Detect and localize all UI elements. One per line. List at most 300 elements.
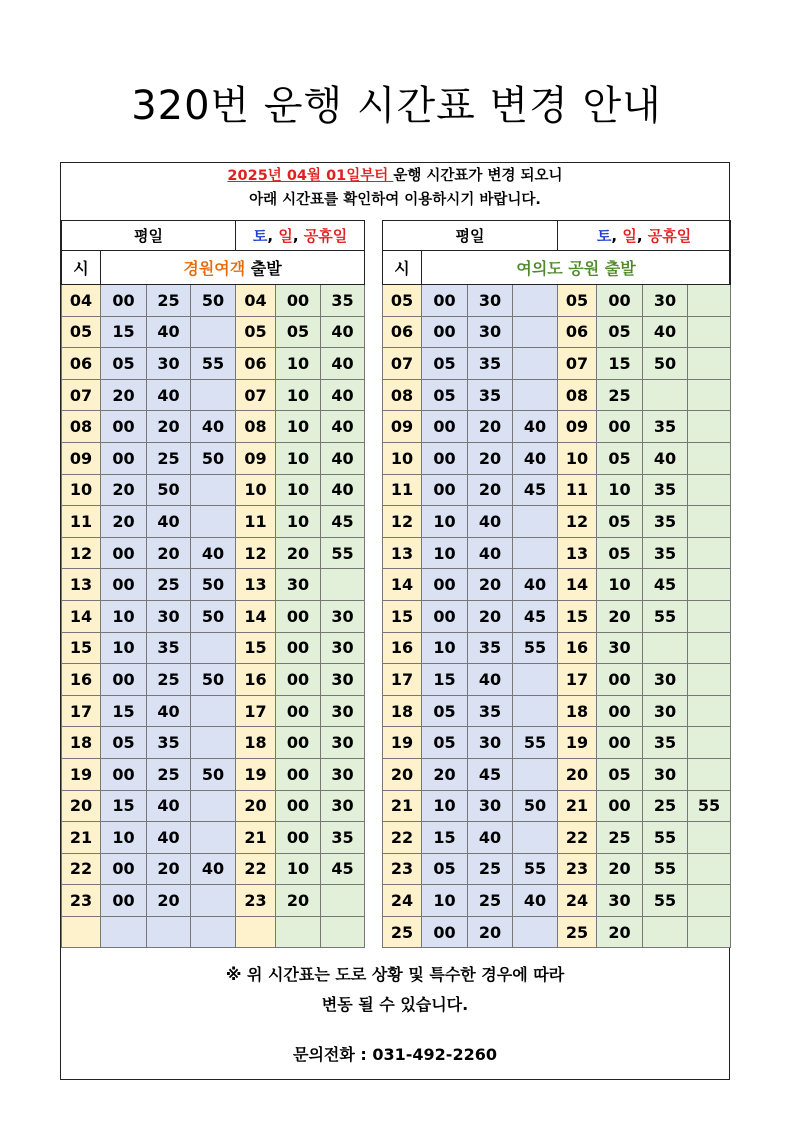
weekday-minute-cell: 15 [101, 790, 147, 822]
weekend-hour-cell: 09 [236, 442, 276, 474]
weekday-minute-cell: 00 [101, 885, 147, 917]
footer-line-1: ※ 위 시간표는 도로 상황 및 특수한 경우에 따라 [225, 965, 565, 984]
weekday-minute-cell: 20 [147, 853, 191, 885]
weekend-minute-cell: 55 [643, 822, 688, 854]
weekend-minute-cell: 05 [597, 316, 643, 348]
weekday-minute-cell: 10 [422, 506, 468, 538]
hour-header: 시 [383, 251, 422, 285]
weekend-minute-cell: 30 [321, 727, 365, 759]
weekend-hour-cell: 05 [236, 316, 276, 348]
weekday-minute-cell: 40 [191, 411, 236, 443]
weekend-minute-cell: 45 [321, 506, 365, 538]
weekday-minute-cell: 45 [513, 600, 558, 632]
weekend-hour-cell: 17 [558, 664, 597, 696]
weekday-minute-cell: 40 [191, 537, 236, 569]
table-row [62, 790, 365, 822]
weekday-hour-cell: 23 [383, 853, 422, 885]
sat-label: 토 [596, 227, 612, 245]
weekend-hour-cell: 20 [236, 790, 276, 822]
weekday-minute-cell: 30 [468, 316, 513, 348]
table-row [62, 411, 365, 443]
weekday-minute-cell: 20 [101, 474, 147, 506]
weekday-minute-cell: 40 [147, 695, 191, 727]
table-row [62, 442, 365, 474]
weekday-minute-cell: 30 [468, 727, 513, 759]
weekend-minute-cell: 30 [643, 695, 688, 727]
table-row [62, 379, 365, 411]
weekday-minute-cell: 05 [422, 853, 468, 885]
table-row [62, 506, 365, 538]
weekday-minute-cell: 25 [147, 285, 191, 317]
weekday-minute-cell: 30 [468, 285, 513, 317]
weekday-hour-cell: 19 [62, 758, 101, 790]
table-row [383, 727, 731, 759]
weekend-hour-cell: 04 [236, 285, 276, 317]
weekend-minute-cell: 10 [276, 506, 321, 538]
sep: , [292, 227, 304, 245]
weekend-minute-cell: 30 [597, 885, 643, 917]
weekend-minute-cell: 30 [321, 695, 365, 727]
table-row [383, 822, 731, 854]
weekday-minute-cell: 40 [468, 506, 513, 538]
weekday-minute-cell: 05 [101, 348, 147, 380]
weekend-minute-cell: 20 [597, 600, 643, 632]
weekend-minute-cell: 20 [597, 916, 643, 948]
weekend-minute-cell: 00 [597, 695, 643, 727]
weekday-hour-cell: 20 [62, 790, 101, 822]
weekday-minute-cell [513, 316, 558, 348]
weekday-minute-cell: 25 [147, 758, 191, 790]
sep: , [267, 227, 279, 245]
weekday-hour-cell: 07 [383, 348, 422, 380]
table-row [383, 695, 731, 727]
weekday-minute-cell [513, 695, 558, 727]
weekday-minute-cell [513, 506, 558, 538]
weekend-minute-cell [321, 885, 365, 917]
weekend-minute-cell [688, 664, 731, 696]
weekend-minute-cell [688, 379, 731, 411]
weekday-minute-cell [101, 916, 147, 948]
weekday-minute-cell: 00 [101, 664, 147, 696]
weekend-hour-cell: 09 [558, 411, 597, 443]
weekend-minute-cell: 35 [643, 474, 688, 506]
weekday-minute-cell: 15 [422, 664, 468, 696]
weekday-hour-cell: 04 [62, 285, 101, 317]
weekday-minute-cell [513, 822, 558, 854]
weekday-minute-cell: 50 [191, 569, 236, 601]
weekend-hour-cell: 18 [236, 727, 276, 759]
table-row [62, 916, 365, 948]
weekday-minute-cell [191, 506, 236, 538]
weekday-minute-cell: 00 [101, 853, 147, 885]
weekend-hour-cell: 23 [236, 885, 276, 917]
holiday-label: 공휴일 [647, 227, 692, 245]
weekday-hour-cell: 09 [383, 411, 422, 443]
weekday-hour-cell: 18 [383, 695, 422, 727]
weekend-hour-cell: 13 [236, 569, 276, 601]
weekend-minute-cell [688, 853, 731, 885]
weekend-minute-cell [688, 348, 731, 380]
weekday-minute-cell: 00 [101, 758, 147, 790]
weekend-hour-cell: 15 [558, 600, 597, 632]
weekday-minute-cell: 10 [422, 790, 468, 822]
weekend-hour-cell: 05 [558, 285, 597, 317]
footer-note [61, 960, 729, 1020]
weekday-hour-cell: 25 [383, 916, 422, 948]
table-row [62, 695, 365, 727]
weekend-minute-cell: 35 [321, 285, 365, 317]
weekend-hour-cell: 15 [236, 632, 276, 664]
left-weekend-header [236, 221, 365, 251]
weekday-minute-cell: 10 [101, 600, 147, 632]
weekend-hour-cell: 22 [558, 822, 597, 854]
weekend-minute-cell: 30 [321, 664, 365, 696]
right-weekday-header: 평일 [383, 221, 558, 251]
weekend-minute-cell: 00 [276, 664, 321, 696]
weekend-hour-cell: 14 [236, 600, 276, 632]
weekday-minute-cell: 00 [422, 474, 468, 506]
weekday-minute-cell: 05 [422, 695, 468, 727]
weekend-hour-cell: 10 [558, 442, 597, 474]
notice-line-1 [61, 164, 729, 188]
weekend-minute-cell: 05 [597, 537, 643, 569]
weekday-minute-cell [513, 348, 558, 380]
table-row [62, 853, 365, 885]
weekend-minute-cell: 10 [276, 411, 321, 443]
left-timetable [61, 220, 365, 948]
weekend-minute-cell [643, 379, 688, 411]
weekend-minute-cell: 25 [643, 790, 688, 822]
weekday-hour-cell: 11 [383, 474, 422, 506]
table-row [62, 632, 365, 664]
effective-date: 2025년 04월 01일부터 [227, 168, 394, 184]
weekday-minute-cell: 15 [101, 695, 147, 727]
weekend-hour-cell: 19 [558, 727, 597, 759]
weekday-hour-cell: 16 [383, 632, 422, 664]
weekday-hour-cell: 14 [62, 600, 101, 632]
weekday-hour-cell: 13 [383, 537, 422, 569]
weekday-minute-cell: 00 [422, 442, 468, 474]
weekday-minute-cell: 10 [422, 537, 468, 569]
weekend-minute-cell: 00 [597, 664, 643, 696]
weekend-minute-cell: 55 [688, 790, 731, 822]
table-row [383, 442, 731, 474]
weekend-minute-cell [688, 916, 731, 948]
weekend-minute-cell [688, 569, 731, 601]
weekend-minute-cell: 00 [597, 727, 643, 759]
weekend-minute-cell: 05 [276, 316, 321, 348]
weekday-hour-cell: 22 [383, 822, 422, 854]
weekend-hour-cell: 21 [558, 790, 597, 822]
right-timetable [382, 220, 731, 948]
weekend-hour-cell: 10 [236, 474, 276, 506]
weekend-minute-cell: 10 [276, 853, 321, 885]
left-weekday-header: 평일 [62, 221, 236, 251]
weekday-minute-cell: 40 [191, 853, 236, 885]
table-row [62, 316, 365, 348]
weekday-minute-cell: 40 [147, 316, 191, 348]
weekend-hour-cell: 12 [558, 506, 597, 538]
weekend-minute-cell: 55 [643, 885, 688, 917]
page-title: 320번 운행 시간표 변경 안내 [131, 83, 662, 129]
departure-suffix: 출발 [245, 259, 282, 278]
weekday-minute-cell: 20 [147, 411, 191, 443]
sep: , [636, 227, 648, 245]
weekday-minute-cell: 05 [422, 348, 468, 380]
weekday-minute-cell [191, 695, 236, 727]
table-row [383, 411, 731, 443]
weekday-minute-cell [191, 316, 236, 348]
weekend-minute-cell: 30 [643, 285, 688, 317]
table-row [62, 664, 365, 696]
weekday-minute-cell: 35 [468, 379, 513, 411]
weekend-minute-cell [688, 727, 731, 759]
weekday-minute-cell: 40 [468, 664, 513, 696]
left-departure-header [101, 251, 365, 285]
weekday-minute-cell: 50 [191, 600, 236, 632]
weekday-minute-cell: 40 [513, 411, 558, 443]
sun-label: 일 [622, 227, 637, 245]
weekend-minute-cell: 40 [321, 379, 365, 411]
weekend-minute-cell: 40 [321, 442, 365, 474]
weekday-minute-cell: 20 [468, 442, 513, 474]
sun-label: 일 [278, 227, 293, 245]
notice [61, 164, 729, 212]
weekday-minute-cell: 45 [513, 474, 558, 506]
weekday-minute-cell: 10 [422, 885, 468, 917]
weekday-minute-cell: 55 [513, 727, 558, 759]
weekday-minute-cell: 00 [101, 285, 147, 317]
weekday-minute-cell [191, 790, 236, 822]
left-departure-row [62, 251, 365, 285]
weekday-minute-cell: 35 [468, 348, 513, 380]
weekend-minute-cell [688, 442, 731, 474]
weekend-minute-cell: 35 [643, 506, 688, 538]
weekday-minute-cell: 20 [147, 537, 191, 569]
weekday-hour-cell: 16 [62, 664, 101, 696]
weekend-minute-cell [643, 632, 688, 664]
weekday-minute-cell: 20 [468, 916, 513, 948]
weekend-minute-cell [688, 632, 731, 664]
weekend-hour-cell: 19 [236, 758, 276, 790]
weekday-minute-cell: 30 [147, 348, 191, 380]
weekday-minute-cell: 20 [101, 506, 147, 538]
table-row [62, 885, 365, 917]
weekday-minute-cell: 35 [147, 632, 191, 664]
weekday-minute-cell: 05 [422, 727, 468, 759]
weekend-minute-cell: 05 [597, 506, 643, 538]
weekend-hour-cell: 12 [236, 537, 276, 569]
weekend-minute-cell [688, 474, 731, 506]
weekend-minute-cell [688, 537, 731, 569]
weekday-minute-cell: 30 [147, 600, 191, 632]
notice-line-2: 아래 시간표를 확인하여 이용하시기 바랍니다. [249, 192, 541, 208]
weekday-minute-cell: 15 [101, 316, 147, 348]
weekday-hour-cell: 13 [62, 569, 101, 601]
weekday-minute-cell: 35 [468, 695, 513, 727]
weekend-minute-cell: 20 [276, 537, 321, 569]
table-row [383, 348, 731, 380]
weekend-minute-cell: 00 [276, 600, 321, 632]
weekend-minute-cell: 00 [276, 822, 321, 854]
weekday-minute-cell: 20 [468, 474, 513, 506]
weekend-minute-cell: 30 [321, 758, 365, 790]
table-row [383, 569, 731, 601]
table-row [383, 316, 731, 348]
weekend-minute-cell [688, 758, 731, 790]
weekday-hour-cell: 09 [62, 442, 101, 474]
departure-place: 경원여객 [183, 259, 246, 278]
weekday-hour-cell: 10 [383, 442, 422, 474]
table-row [383, 285, 731, 317]
weekday-hour-cell: 21 [383, 790, 422, 822]
weekday-minute-cell: 40 [147, 790, 191, 822]
weekend-minute-cell: 30 [597, 632, 643, 664]
weekday-minute-cell: 50 [191, 442, 236, 474]
weekday-minute-cell: 00 [422, 411, 468, 443]
holiday-label: 공휴일 [303, 227, 348, 245]
weekend-hour-cell: 24 [558, 885, 597, 917]
weekend-minute-cell: 20 [276, 885, 321, 917]
weekday-minute-cell: 10 [101, 822, 147, 854]
weekday-minute-cell: 10 [422, 632, 468, 664]
weekday-minute-cell: 35 [468, 632, 513, 664]
weekday-minute-cell: 25 [147, 569, 191, 601]
weekend-minute-cell: 10 [597, 474, 643, 506]
weekday-minute-cell: 40 [147, 379, 191, 411]
weekend-minute-cell: 05 [597, 442, 643, 474]
weekend-hour-cell: 06 [236, 348, 276, 380]
weekend-hour-cell: 16 [558, 632, 597, 664]
weekday-hour-cell: 07 [62, 379, 101, 411]
weekend-minute-cell [688, 822, 731, 854]
weekend-minute-cell [321, 916, 365, 948]
weekend-hour-cell: 23 [558, 853, 597, 885]
weekday-minute-cell [513, 916, 558, 948]
weekend-minute-cell: 55 [321, 537, 365, 569]
weekend-minute-cell: 25 [597, 379, 643, 411]
weekend-hour-cell: 25 [558, 916, 597, 948]
weekday-minute-cell: 20 [468, 600, 513, 632]
weekday-minute-cell [191, 632, 236, 664]
weekend-minute-cell: 40 [321, 348, 365, 380]
weekend-hour-cell: 06 [558, 316, 597, 348]
weekend-minute-cell [643, 916, 688, 948]
weekend-minute-cell: 00 [597, 411, 643, 443]
weekday-minute-cell: 40 [513, 442, 558, 474]
weekend-minute-cell: 00 [276, 790, 321, 822]
weekend-minute-cell: 35 [321, 822, 365, 854]
left-header-row [62, 221, 365, 251]
weekend-minute-cell: 10 [276, 442, 321, 474]
weekend-minute-cell [321, 569, 365, 601]
weekend-minute-cell: 55 [643, 600, 688, 632]
weekday-hour-cell: 08 [62, 411, 101, 443]
weekend-minute-cell: 05 [597, 758, 643, 790]
weekday-minute-cell: 40 [468, 822, 513, 854]
weekday-minute-cell: 20 [468, 411, 513, 443]
footer-line-2: 변동 될 수 있습니다. [321, 995, 469, 1014]
weekend-minute-cell: 35 [643, 411, 688, 443]
table-row [62, 474, 365, 506]
weekday-hour-cell: 17 [383, 664, 422, 696]
weekday-hour-cell: 12 [62, 537, 101, 569]
table-row [62, 822, 365, 854]
weekend-minute-cell: 25 [597, 822, 643, 854]
weekday-minute-cell [513, 664, 558, 696]
weekend-minute-cell [688, 506, 731, 538]
weekend-minute-cell: 45 [321, 853, 365, 885]
table-row [383, 537, 731, 569]
weekend-minute-cell: 40 [643, 316, 688, 348]
weekday-minute-cell: 50 [191, 758, 236, 790]
weekday-minute-cell: 40 [468, 537, 513, 569]
weekday-hour-cell: 06 [62, 348, 101, 380]
weekday-minute-cell: 55 [191, 348, 236, 380]
table-row [383, 506, 731, 538]
weekday-minute-cell: 00 [422, 285, 468, 317]
weekday-hour-cell: 05 [62, 316, 101, 348]
weekday-minute-cell: 25 [468, 853, 513, 885]
weekday-minute-cell: 10 [101, 632, 147, 664]
weekend-minute-cell: 35 [643, 727, 688, 759]
weekend-minute-cell: 10 [597, 569, 643, 601]
weekday-minute-cell [191, 916, 236, 948]
weekend-minute-cell: 30 [321, 600, 365, 632]
weekday-hour-cell: 06 [383, 316, 422, 348]
weekday-hour-cell: 20 [383, 758, 422, 790]
weekday-minute-cell [513, 285, 558, 317]
weekend-minute-cell: 40 [321, 411, 365, 443]
weekend-minute-cell [688, 695, 731, 727]
weekend-minute-cell: 00 [276, 632, 321, 664]
weekend-hour-cell: 08 [236, 411, 276, 443]
weekend-minute-cell: 10 [276, 474, 321, 506]
weekend-minute-cell: 40 [643, 442, 688, 474]
weekday-hour-cell: 21 [62, 822, 101, 854]
weekend-minute-cell: 30 [643, 758, 688, 790]
weekend-minute-cell: 00 [276, 758, 321, 790]
weekend-hour-cell: 08 [558, 379, 597, 411]
weekend-minute-cell: 35 [643, 537, 688, 569]
weekend-minute-cell: 10 [276, 379, 321, 411]
weekend-hour-cell: 14 [558, 569, 597, 601]
weekend-hour-cell: 11 [558, 474, 597, 506]
weekday-hour-cell: 19 [383, 727, 422, 759]
weekday-minute-cell [191, 822, 236, 854]
table-row [383, 758, 731, 790]
notice-text-1: 운행 시간표가 변경 되오니 [393, 168, 563, 184]
weekday-minute-cell: 00 [101, 537, 147, 569]
weekday-minute-cell: 50 [191, 664, 236, 696]
table-row [62, 758, 365, 790]
table-row [383, 664, 731, 696]
table-row [383, 885, 731, 917]
weekday-hour-cell: 10 [62, 474, 101, 506]
table-row [383, 853, 731, 885]
weekend-minute-cell: 20 [597, 853, 643, 885]
table-row [383, 474, 731, 506]
weekday-hour-cell: 23 [62, 885, 101, 917]
table-row [62, 285, 365, 317]
weekend-minute-cell: 00 [597, 285, 643, 317]
weekend-minute-cell: 00 [276, 285, 321, 317]
weekday-hour-cell: 12 [383, 506, 422, 538]
table-row [62, 727, 365, 759]
right-header-row [383, 221, 731, 251]
weekend-minute-cell: 10 [276, 348, 321, 380]
weekday-hour-cell: 18 [62, 727, 101, 759]
